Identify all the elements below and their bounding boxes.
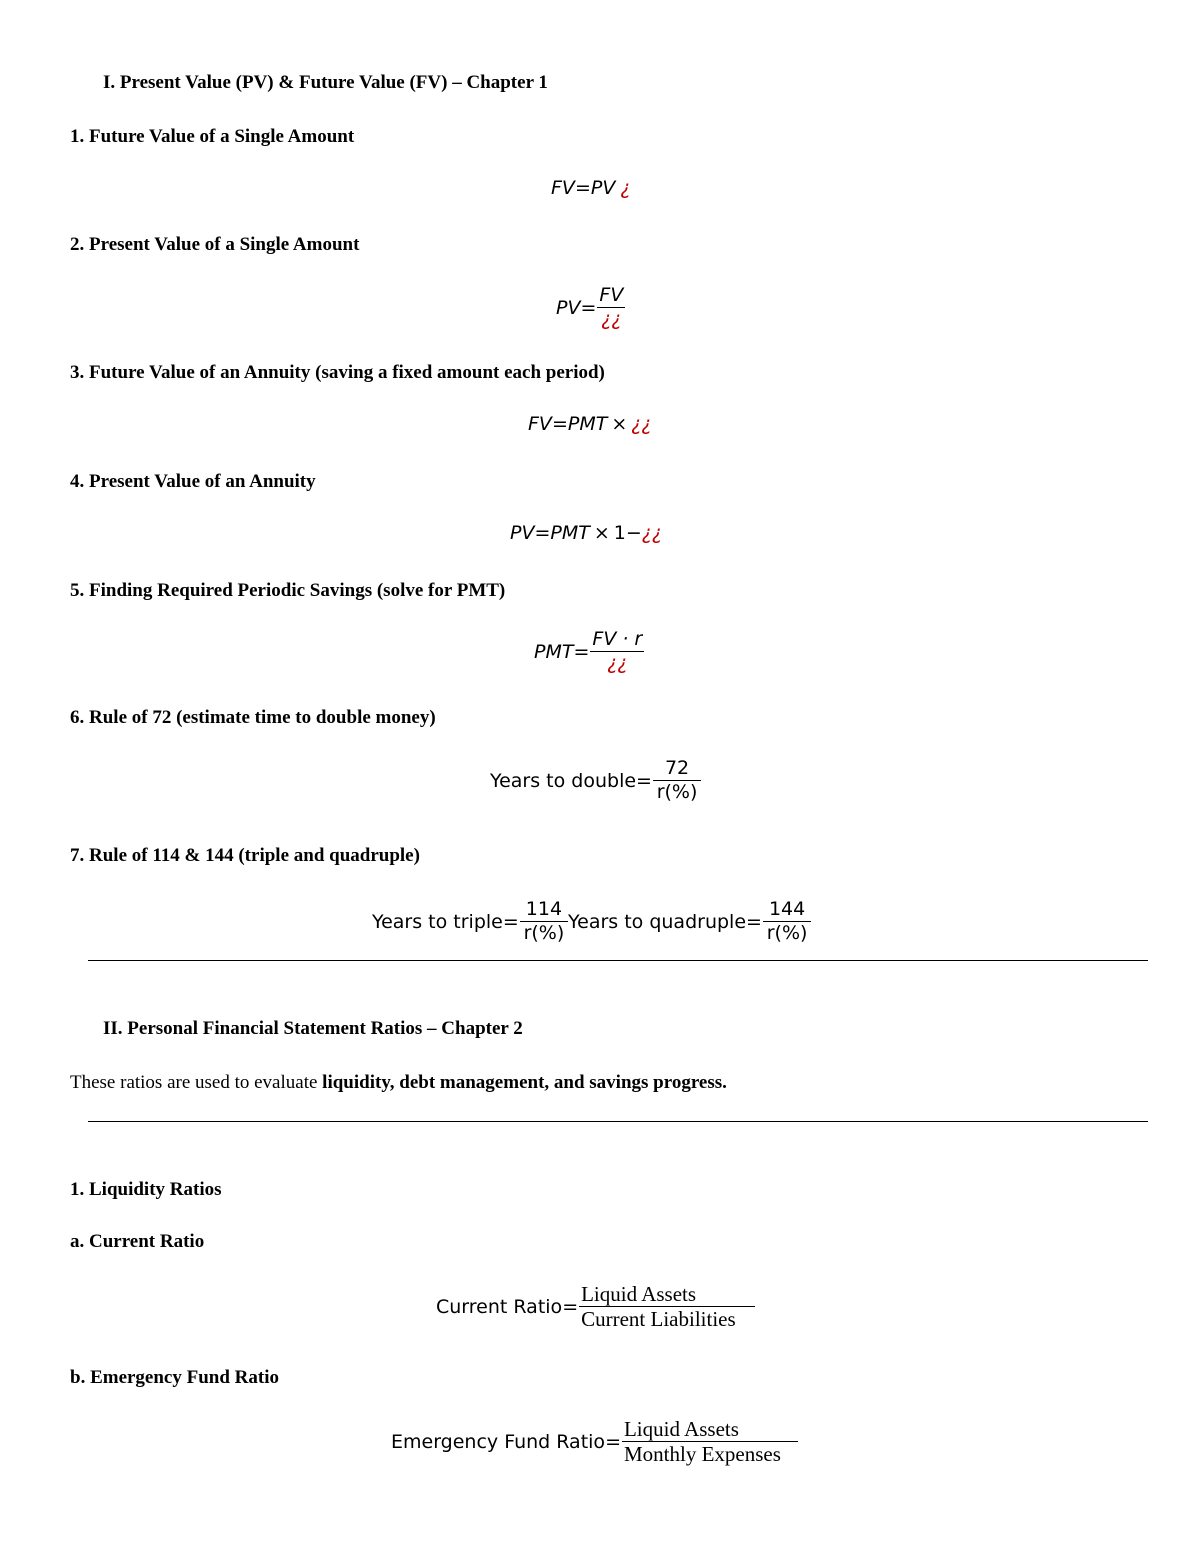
divider xyxy=(88,960,1148,961)
equation-emergency-fund-ratio xyxy=(391,1418,798,1466)
eq-denominator: r(%) xyxy=(656,780,698,803)
heading-liquidity-ratios: 1. Liquidity Ratios xyxy=(70,1179,222,1200)
eq-denominator: ¿¿ xyxy=(607,651,628,674)
eq-lhs: Current Ratio xyxy=(436,1296,563,1319)
eq-sign: = xyxy=(580,296,597,319)
eq-fraction xyxy=(622,1418,798,1466)
eq-rhs: PMT xyxy=(567,413,608,435)
heading-rule-114-144: 7. Rule of 114 & 144 (triple and quadruple) xyxy=(70,845,420,866)
equation-rule-72 xyxy=(490,759,701,803)
heading-rule-72: 6. Rule of 72 (estimate time to double money) xyxy=(70,707,436,728)
eq-sign: = xyxy=(562,1296,579,1319)
eq-fraction xyxy=(590,630,644,674)
eq-numerator: Liquid Assets xyxy=(622,1418,798,1442)
eq-numerator: 114 xyxy=(520,900,568,922)
eq-fraction-triple xyxy=(520,900,568,944)
eq-numerator: FV · r xyxy=(592,628,643,650)
equation-rule-114-144 xyxy=(372,900,811,944)
equation-pv-single xyxy=(556,286,625,330)
eq-fraction xyxy=(579,1283,755,1331)
eq-lhs: Years to double xyxy=(490,769,637,792)
eq-lhs: PV xyxy=(556,296,581,319)
eq-lhs-triple: Years to triple xyxy=(372,910,503,933)
eq-rhs: PMT xyxy=(550,522,590,544)
section-2-title: II. Personal Financial Statement Ratios – Chapter 2 xyxy=(103,1018,523,1039)
eq-sign: = xyxy=(551,413,568,435)
eq-one-minus: 1− xyxy=(613,522,642,544)
eq-denominator: r(%) xyxy=(523,921,565,944)
eq-denominator: ¿¿ xyxy=(601,307,622,330)
eq-sign: = xyxy=(605,1431,621,1454)
eq-lhs: PMT xyxy=(534,640,574,663)
section-1-title: I. Present Value (PV) & Future Value (FV) – Chapter 1 xyxy=(103,72,548,93)
eq-denominator: Current Liabilities xyxy=(581,1307,736,1332)
intro-bold-text: liquidity, debt management, and savings progress. xyxy=(322,1072,727,1093)
eq-rhs: PV xyxy=(590,177,616,199)
eq-lhs-quadruple: Years to quadruple xyxy=(568,910,747,933)
eq-lhs: Emergency Fund Ratio xyxy=(391,1431,606,1454)
heading-current-ratio: a. Current Ratio xyxy=(70,1231,205,1252)
eq-lhs: FV xyxy=(551,177,575,199)
heading-required-savings: 5. Finding Required Periodic Savings (solve for PMT) xyxy=(70,580,506,601)
divider xyxy=(88,1121,1148,1122)
heading-fv-annuity: 3. Future Value of an Annuity (saving a fixed amount each period) xyxy=(70,362,605,383)
eq-numerator: 72 xyxy=(653,759,701,781)
eq-times: × xyxy=(611,413,628,435)
eq-sign: = xyxy=(746,910,762,933)
eq-numerator: Liquid Assets xyxy=(579,1283,755,1307)
eq-denominator: r(%) xyxy=(766,921,808,944)
equation-current-ratio xyxy=(436,1283,755,1331)
eq-sign: = xyxy=(573,640,590,663)
heading-pv-single: 2. Present Value of a Single Amount xyxy=(70,234,360,255)
intro-text: These ratios are used to evaluate xyxy=(70,1072,323,1093)
eq-fraction xyxy=(653,759,701,803)
heading-emergency-fund-ratio: b. Emergency Fund Ratio xyxy=(70,1367,279,1388)
eq-numerator: 144 xyxy=(763,900,811,922)
section-2-intro xyxy=(70,1072,727,1094)
eq-sign: = xyxy=(574,177,591,199)
eq-fraction-quadruple xyxy=(763,900,811,944)
equation-fv-single xyxy=(551,177,630,199)
heading-fv-single: 1. Future Value of a Single Amount xyxy=(70,126,355,147)
eq-times: × xyxy=(593,522,610,544)
eq-unrendered-glyph: ¿¿ xyxy=(641,522,662,544)
eq-sign: = xyxy=(534,522,551,544)
eq-unrendered-glyph: ¿¿ xyxy=(631,413,652,435)
equation-pv-annuity xyxy=(510,522,662,544)
eq-numerator: FV xyxy=(599,284,624,306)
eq-lhs: PV xyxy=(510,522,535,544)
eq-sign: = xyxy=(502,910,519,933)
heading-pv-annuity: 4. Present Value of an Annuity xyxy=(70,471,316,492)
eq-lhs: FV xyxy=(528,413,552,435)
eq-sign: = xyxy=(636,769,652,792)
eq-denominator: Monthly Expenses xyxy=(623,1442,781,1467)
eq-unrendered-glyph: ¿ xyxy=(620,177,631,199)
equation-fv-annuity xyxy=(528,413,651,435)
eq-fraction xyxy=(597,286,625,330)
equation-pmt xyxy=(534,630,644,674)
